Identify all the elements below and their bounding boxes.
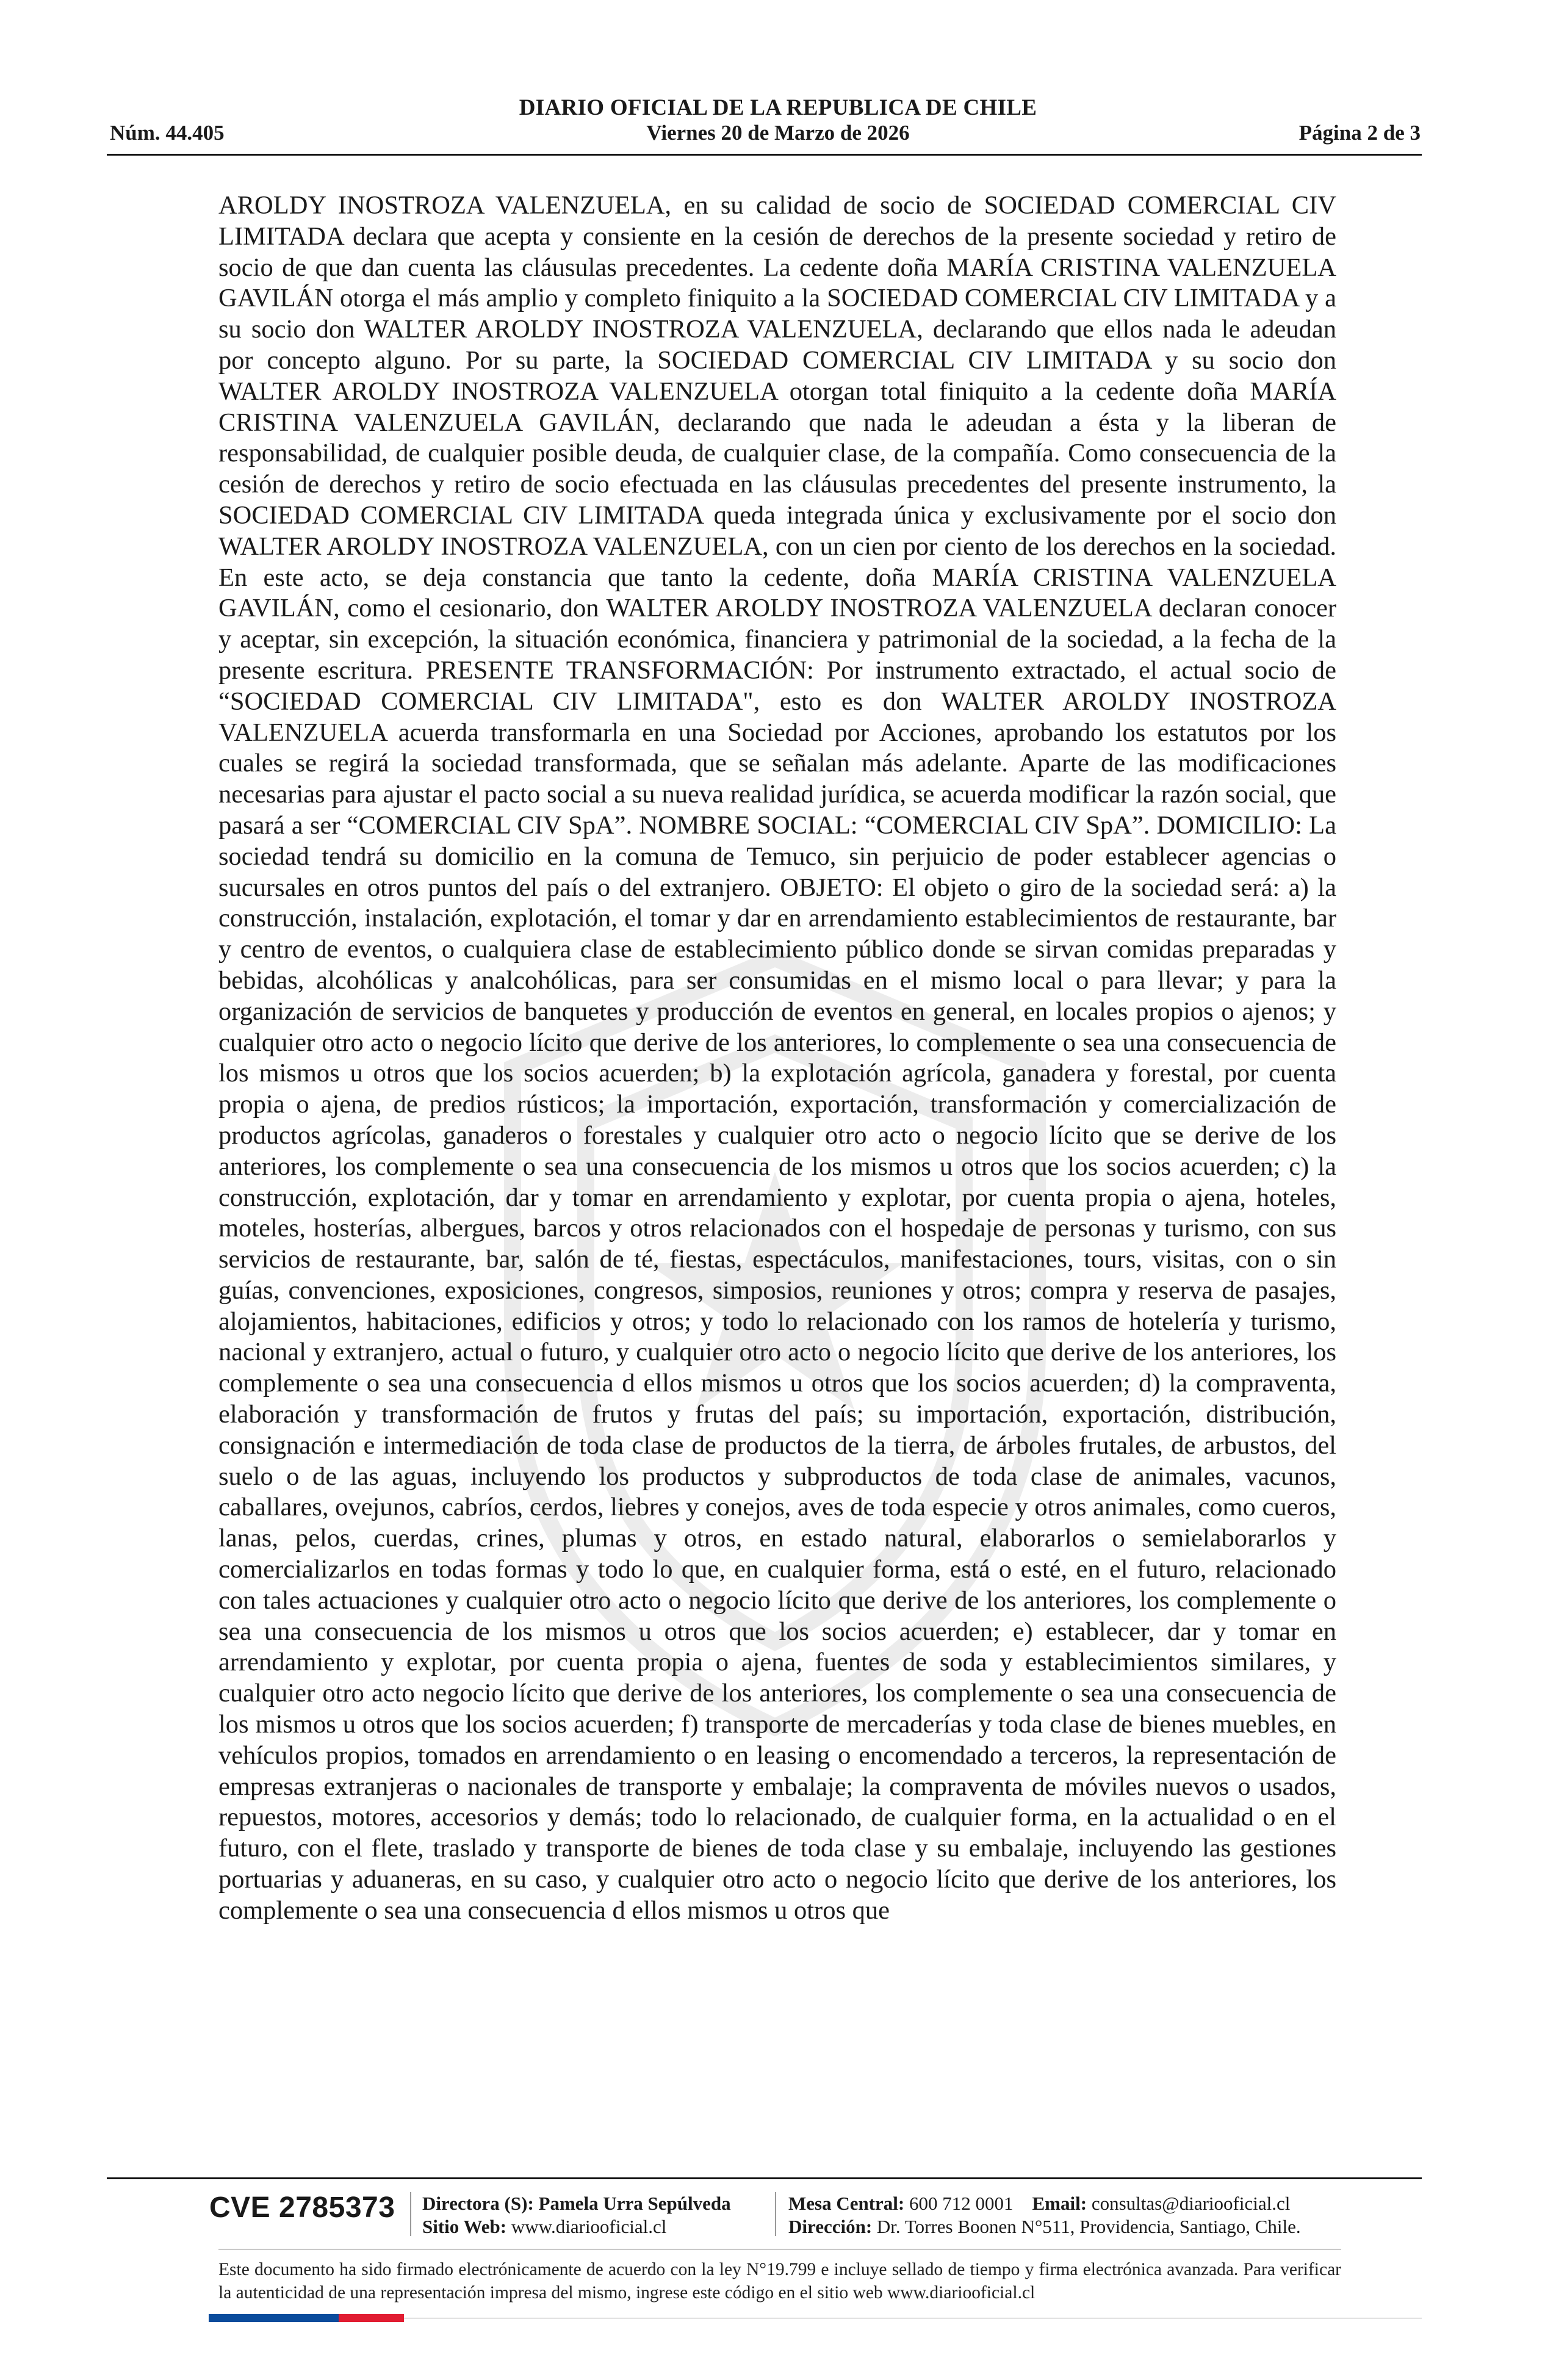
flag-stripe [209,2314,404,2322]
newspaper-title: DIARIO OFICIAL DE LA REPUBLICA DE CHILE [519,95,1037,120]
flag-stripe-segment [209,2314,274,2322]
phone-label: Mesa Central: [788,2193,905,2214]
signature-notice: Este documento ha sido firmado electrónicamente de acuerdo con la ley N°19.799 e incluye sellado de tiempo y firma electrónica avanzada. Para verificar la autenticidad de una representación impresa del mismo, ingrese este código en el sitio web www.diariooficial.cl [218,2260,1341,2302]
flag-stripe-segment [274,2314,339,2322]
email-label: Email: [1032,2193,1087,2214]
header-divider [107,154,1422,156]
cve-code: CVE 2785373 [209,2191,395,2224]
email-link[interactable]: consultas@diariooficial.cl [1091,2193,1291,2214]
footer-contact-info [788,2192,1301,2238]
issue-number: Núm. 44.405 [110,121,225,145]
address-value: Dr. Torres Boonen N°511, Providencia, Santiago, Chile. [876,2216,1301,2237]
issue-date: Viernes 20 de Marzo de 2026 [646,121,910,145]
footer-divider [107,2177,1422,2179]
director-name: Pamela Urra Sepúlveda [538,2193,731,2214]
footer-separator [775,2192,776,2236]
address-label: Dirección: [788,2216,873,2237]
document-body [218,190,1336,2107]
website-label: Sitio Web: [422,2216,507,2237]
footer-separator [410,2192,411,2236]
body-paragraph: AROLDY INOSTROZA VALENZUELA, en su calidad de socio de SOCIEDAD COMERCIAL CIV LIMITADA declara que acepta y consiente en la cesión de derechos de la presente sociedad y retiro de socio de que dan cuenta las cláusulas precedentes. La cedente doña MARÍA CRISTINA VALENZUELA GAVILÁN otorga el más amplio y completo finiquito a la SOCIEDAD COMERCIAL CIV LIMITADA y a su socio don WALTER AROLDY INOSTROZA VALENZUELA, declarando que ellos nada le adeudan por concepto alguno. Por su parte, la SOCIEDAD COMERCIAL CIV LIMITADA y su socio don WALTER AROLDY INOSTROZA VALENZUELA otorgan total finiquito a la cedente doña MARÍA CRISTINA VALENZUELA GAVILÁN, declarando que nada le adeudan a ésta y la liberan de responsabilidad, de cualquier posible deuda, de cualquier clase, de la compañía. Como consecuencia de la cesión de derechos y retiro de socio efectuada en las cláusulas precedentes del presente instrumento, la SOCIEDAD COMERCIAL CIV LIMITADA queda integrada única y exclusivamente por el socio don WALTER AROLDY INOSTROZA VALENZUELA, con un cien por ciento de los derechos en la sociedad. En este acto, se deja constancia que tanto la cedente, doña MARÍA CRISTINA VALENZUELA GAVILÁN, como el cesionario, don WALTER AROLDY INOSTROZA VALENZUELA declaran conocer y aceptar, sin excepción, la situación económica, financiera y patrimonial de la sociedad, a la fecha de la presente escritura. PRESENTE TRANSFORMACIÓN: Por instrumento extractado, el actual socio de “SOCIEDAD COMERCIAL CIV LIMITADA", esto es don WALTER AROLDY INOSTROZA VALENZUELA acuerda transformarla en una Sociedad por Acciones, aprobando los estatutos por los cuales se regirá la sociedad transformada, que se señalan más adelante. Aparte de las modificaciones necesarias para ajustar el pacto social a su nueva realidad jurídica, se acuerda modificar la razón social, que pasará a ser “COMERCIAL CIV SpA”. NOMBRE SOCIAL: “COMERCIAL CIV SpA”. DOMICILIO: La sociedad tendrá su domicilio en la comuna de Temuco, sin perjuicio de poder establecer agencias o sucursales en otros puntos del país o del extranjero. OBJETO: El objeto o giro de la sociedad será: a) la construcción, instalación, explotación, el tomar y dar en arrendamiento establecimientos de restaurante, bar y centro de eventos, o cualquiera clase de establecimiento público donde se sirvan comidas preparadas y bebidas, alcohólicas y analcohólicas, para ser consumidas en el mismo local o para llevar; y para la organización de servicios de banquetes y producción de eventos en general, en locales propios o ajenos; y cualquier otro acto o negocio lícito que derive de los anteriores, lo complemente o sea una consecuencia de los mismos u otros que los socios acuerden; b) la explotación agrícola, ganadera y forestal, por cuenta propia o ajena, de predios rústicos; la importación, exportación, transformación y comercialización de productos agrícolas, ganaderos o forestales y cualquier otro acto o negocio lícito que se derive de los anteriores, los complemente o sea una consecuencia de los mismos u otros que los socios acuerden; c) la construcción, explotación, dar y tomar en arrendamiento y explotar, por cuenta propia o ajena, hoteles, moteles, hosterías, albergues, barcos y otros relacionados con el hospedaje de personas y turismo, con sus servicios de restaurante, bar, salón de té, fiestas, espectáculos, manifestaciones, tours, visitas, con o sin guías, convenciones, exposiciones, congresos, simposios, reuniones y otros; compra y reserva de pasajes, alojamientos, habitaciones, edificios y otros; y todo lo relacionado con los ramos de hotelería y turismo, nacional y extranjero, actual o futuro, y cualquier otro acto o negocio lícito que derive de los anteriores, los complemente o sea una consecuencia d ellos mismos u otros que los socios acuerden; d) la compraventa, elaboración y transformación de frutos y frutas del país; su importación, exportación, distribución, consignación e intermediación de toda clase de productos de la tierra, de árboles frutales, de arbustos, del suelo o de las aguas, incluyendo los productos y subproductos de toda clase de animales, vacunos, caballares, ovejunos, cabríos, cerdos, liebres y conejos, aves de toda especie y otros animales, como cueros, lanas, pelos, cuerdas, crines, plumas y otros, en estado natural, elaborarlos o semielaborarlos y comercializarlos en todas formas y todo lo que, en cualquier forma, está o esté, en el futuro, relacionado con tales actuaciones y cualquier otro acto o negocio lícito que derive de los anteriores, los complemente o sea una consecuencia de los mismos u otros que los socios acuerden; e) establecer, dar y tomar en arrendamiento y explotar, por cuenta propia o ajena, fuentes de soda y establecimientos similares, y cualquier otro acto negocio lícito que derive de los anteriores, los complemente o sea una consecuencia de los mismos u otros que los socios acuerden; f) transporte de mercaderías y toda clase de bienes muebles, en vehículos propios, tomados en arrendamiento o en leasing o encomendado a terceros, la representación de empresas extranjeras o nacionales de transporte y embalaje; la compraventa de móviles nuevos o usados, repuestos, motores, accesorios y demás; todo lo relacionado, de cualquier forma, en la actualidad o en el futuro, con el flete, traslado y transporte de bienes de toda clase y su embalaje, incluyendo las gestiones portuarias y aduaneras, en su caso, y cualquier otro acto o negocio lícito que derive de los anteriores, los complemente o sea una consecuencia d ellos mismos u otros que [218,191,1336,1925]
flag-stripe-segment [339,2314,404,2322]
phone-number: 600 712 0001 [909,2193,1014,2214]
page-indicator: Página 2 de 3 [1298,121,1421,145]
director-label: Directora (S): [422,2193,534,2214]
website-link[interactable]: www.diariooficial.cl [511,2216,667,2237]
footer-editor-info [422,2192,731,2238]
